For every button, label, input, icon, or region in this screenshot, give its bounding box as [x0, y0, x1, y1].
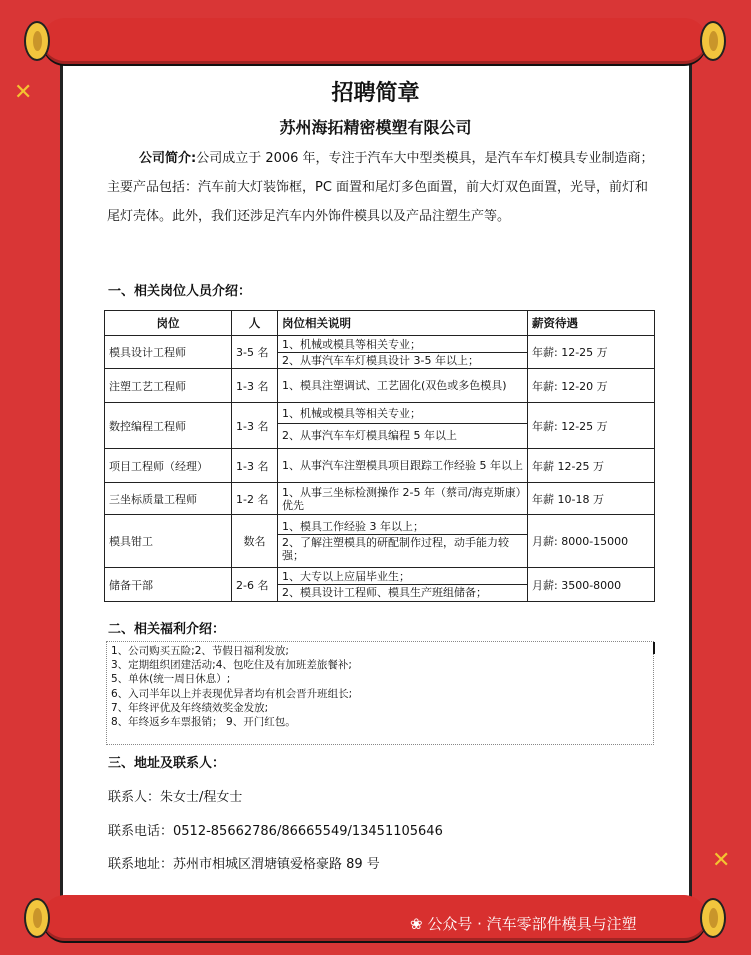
- scroll-cap-top-left: [24, 21, 50, 61]
- scroll-cap-bottom-right: [700, 898, 726, 938]
- job-position: 三坐标质量工程师: [105, 483, 232, 515]
- benefit-line: 5、单休(统一周日休息）;: [111, 673, 231, 686]
- contact-address: 联系地址：苏州市相城区渭塘镇爱格豪路 89 号: [108, 857, 380, 872]
- job-desc: [278, 568, 528, 602]
- job-desc-line: 1、从事汽车注塑模具项目跟踪工作经验 5 年以上: [282, 459, 523, 472]
- job-desc-line: 2、从事汽车车灯模具编程 5 年以上: [282, 429, 457, 442]
- benefit-line: 1、公司购买五险;2、节假日福利发放;: [111, 645, 289, 657]
- contact-phone: 联系电话：0512-85662786/86665549/13451105646: [108, 824, 443, 839]
- job-salary: 年薪 12-25 万: [528, 449, 655, 483]
- job-count: 数名: [232, 515, 278, 568]
- job-salary: 年薪: 12-25 万: [528, 403, 655, 449]
- job-desc: [278, 369, 528, 403]
- job-desc: [278, 515, 528, 568]
- job-salary: 年薪: 12-20 万: [528, 369, 655, 403]
- company-name: 苏州海拓精密模塑有限公司: [279, 118, 472, 137]
- job-count: 1-2 名: [232, 483, 278, 515]
- page-title: 招聘简章: [331, 80, 420, 106]
- job-count: 1-3 名: [232, 369, 278, 403]
- company-intro: [107, 144, 657, 231]
- col-header-count: 人: [232, 311, 278, 336]
- job-desc: [278, 336, 528, 369]
- job-desc-line: 2、模具设计工程师、模具生产班组储备；: [282, 586, 487, 599]
- benefits-box: [106, 641, 654, 745]
- sparkle-icon: ✕: [14, 80, 33, 105]
- job-desc-line: 1、模具工作经验 3 年以上；: [278, 519, 527, 535]
- table-row: [105, 483, 655, 515]
- sparkle-icon: ✕: [712, 848, 731, 873]
- col-header-desc: 岗位相关说明: [278, 311, 528, 336]
- job-salary: 年薪: 12-25 万: [528, 336, 655, 369]
- table-header-row: [105, 311, 655, 336]
- wechat-watermark: [410, 913, 637, 934]
- table-row: [105, 568, 655, 602]
- watermark-text: 公众号 · 汽车零部件模具与注塑: [427, 915, 637, 933]
- job-desc-line: 2、了解注塑模具的研配制作过程，动手能力较强；: [282, 536, 509, 562]
- section-contact-heading: 三、地址及联系人：: [108, 756, 226, 771]
- job-position: 项目工程师（经理）: [105, 449, 232, 483]
- job-desc: [278, 483, 528, 515]
- section-jobs-heading: 一、相关岗位人员介绍：: [108, 284, 252, 299]
- job-count: 1-3 名: [232, 403, 278, 449]
- table-row: [105, 449, 655, 483]
- intro-label: 公司简介:: [139, 151, 197, 166]
- col-header-salary: 薪资待遇: [528, 311, 655, 336]
- table-row: [105, 369, 655, 403]
- job-desc-line: 1、机械或模具等相关专业；: [278, 404, 527, 424]
- text-cursor: [653, 642, 655, 654]
- job-desc: [278, 403, 528, 449]
- job-position: 模具钳工: [105, 515, 232, 568]
- job-position: 数控编程工程师: [105, 403, 232, 449]
- job-count: 1-3 名: [232, 449, 278, 483]
- scroll-roll-top: [42, 18, 707, 64]
- job-desc-line: 2、从事汽车车灯模具设计 3-5 年以上；: [282, 353, 479, 367]
- job-salary: 月薪: 8000-15000: [528, 515, 655, 568]
- table-row: [105, 336, 655, 369]
- benefit-line: 7、年终评优及年终绩效奖金发放;: [111, 701, 269, 714]
- scroll-cap-bottom-left: [24, 898, 50, 938]
- scroll-cap-top-right: [700, 21, 726, 61]
- job-position: 模具设计工程师: [105, 336, 232, 369]
- job-salary: 月薪: 3500-8000: [528, 568, 655, 602]
- section-benefits-heading: 二、相关福利介绍：: [108, 622, 226, 637]
- jobs-table: [104, 310, 655, 602]
- benefit-line: 6、入司半年以上并表现优异者均有机会晋升班组长;: [111, 687, 353, 700]
- contact-person: 联系人：朱女士/程女士: [108, 790, 243, 805]
- intro-text: 公司成立于 2006 年，专注于汽车大中型类模具，是汽车车灯模具专业制造商；主要产品包括：汽车前大灯装饰框，PC 面置和尾灯多色面置，前大灯双色面置，光导，前灯和尾灯壳体。此外，我们还涉足汽车内外饰件模具以及产品注塑生产等。: [107, 151, 654, 224]
- job-position: 储备干部: [105, 568, 232, 602]
- job-desc-line: 1、大专以上应届毕业生；: [278, 569, 527, 585]
- benefit-line: 3、定期组织团建活动;4、包吃住及有加班差旅餐补;: [111, 659, 352, 672]
- job-count: 3-5 名: [232, 336, 278, 369]
- table-row: [105, 403, 655, 449]
- job-salary: 年薪 10-18 万: [528, 483, 655, 515]
- job-desc-line: 1、从事三坐标检测操作 2-5 年（蔡司/海克斯康）优先: [282, 485, 522, 512]
- col-header-position: 岗位: [105, 311, 232, 336]
- job-desc-line: 1、模具注塑调试、工艺固化(双色或多色模具): [282, 379, 507, 392]
- job-count: 2-6 名: [232, 568, 278, 602]
- wechat-icon: ❀: [410, 915, 428, 933]
- job-position: 注塑工艺工程师: [105, 369, 232, 403]
- benefit-line: 8、年终返乡车票报销； 9、开门红包。: [111, 716, 296, 729]
- table-row: [105, 515, 655, 568]
- job-desc-line: 1、机械或模具等相关专业；: [278, 337, 527, 353]
- job-desc: [278, 449, 528, 483]
